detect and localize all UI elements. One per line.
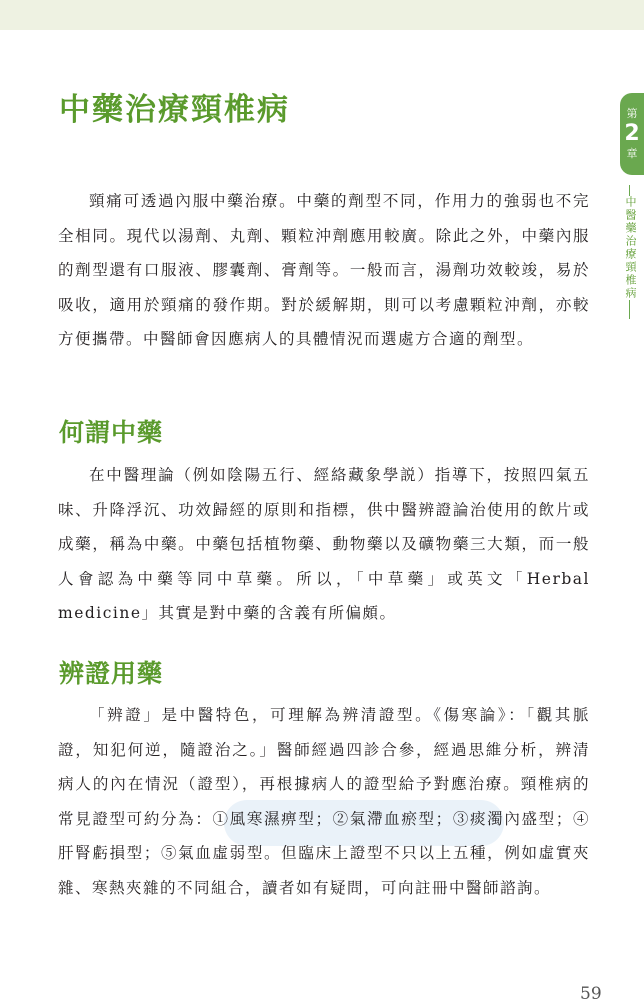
chapter-tab xyxy=(620,93,644,175)
chapter-tab-prefix: 第 xyxy=(626,107,638,120)
top-band xyxy=(0,0,644,30)
chapter-subtitle: 中醫藥治療頸椎病 xyxy=(624,196,637,300)
section-paragraph-what-is-tcm: 在中醫理論（例如陰陽五行、經絡藏象學説）指導下，按照四氣五味、升降浮沉、功效歸經的原則和指標，供中醫辨證論治使用的飲片或成藥，稱為中藥。中藥包括植物藥、動物藥以及礦物藥三大類，而一般人會認為中藥等同中草藥。所以，「中草藥」或英文「Herbal medicine」其實是對中藥的含義有所偏頗。 xyxy=(58,466,590,622)
page-number: 59 xyxy=(580,984,602,1004)
section-heading-syndrome-differentiation: 辨證用藥 xyxy=(59,659,164,688)
intro-paragraph: 頸痛可透過內服中藥治療。中藥的劑型不同，作用力的強弱也不完全相同。現代以湯劑、丸劑、顆粒沖劑應用較廣。除此之外，中藥內服的劑型還有口服液、膠囊劑、膏劑等。一般而言，湯劑功效較竣，易於吸收，適用於頸痛的發作期。對於緩解期，則可以考慮顆粒沖劑，亦較方便攜帶。中醫師會因應病人的具體情況而選處方合適的劑型。 xyxy=(58,192,590,348)
chapter-tab-number: 2 xyxy=(624,121,640,146)
section-heading-what-is-tcm: 何謂中藥 xyxy=(59,418,164,447)
chapter-tab-suffix: 章 xyxy=(626,147,638,160)
page-title: 中藥治療頸椎病 xyxy=(59,92,290,128)
section-paragraph-syndrome-differentiation: 「辨證」是中醫特色，可理解為辨清證型。《傷寒論》：「觀其脈證，知犯何逆，隨證治之。」醫師經過四診合參，經過思維分析，辨清病人的內在情況（證型），再根據病人的證型給予對應治療。頸椎病的常見證型可約分為：①風寒濕痹型；②氣滯血瘀型；③痰濁內盛型；④肝腎虧損型；⑤氣血虛弱型。但臨床上證型不只以上五種，例如虛實夾雜、寒熱夾雜的不同組合，讀者如有疑問，可向註冊中醫師諮詢。 xyxy=(58,706,590,897)
